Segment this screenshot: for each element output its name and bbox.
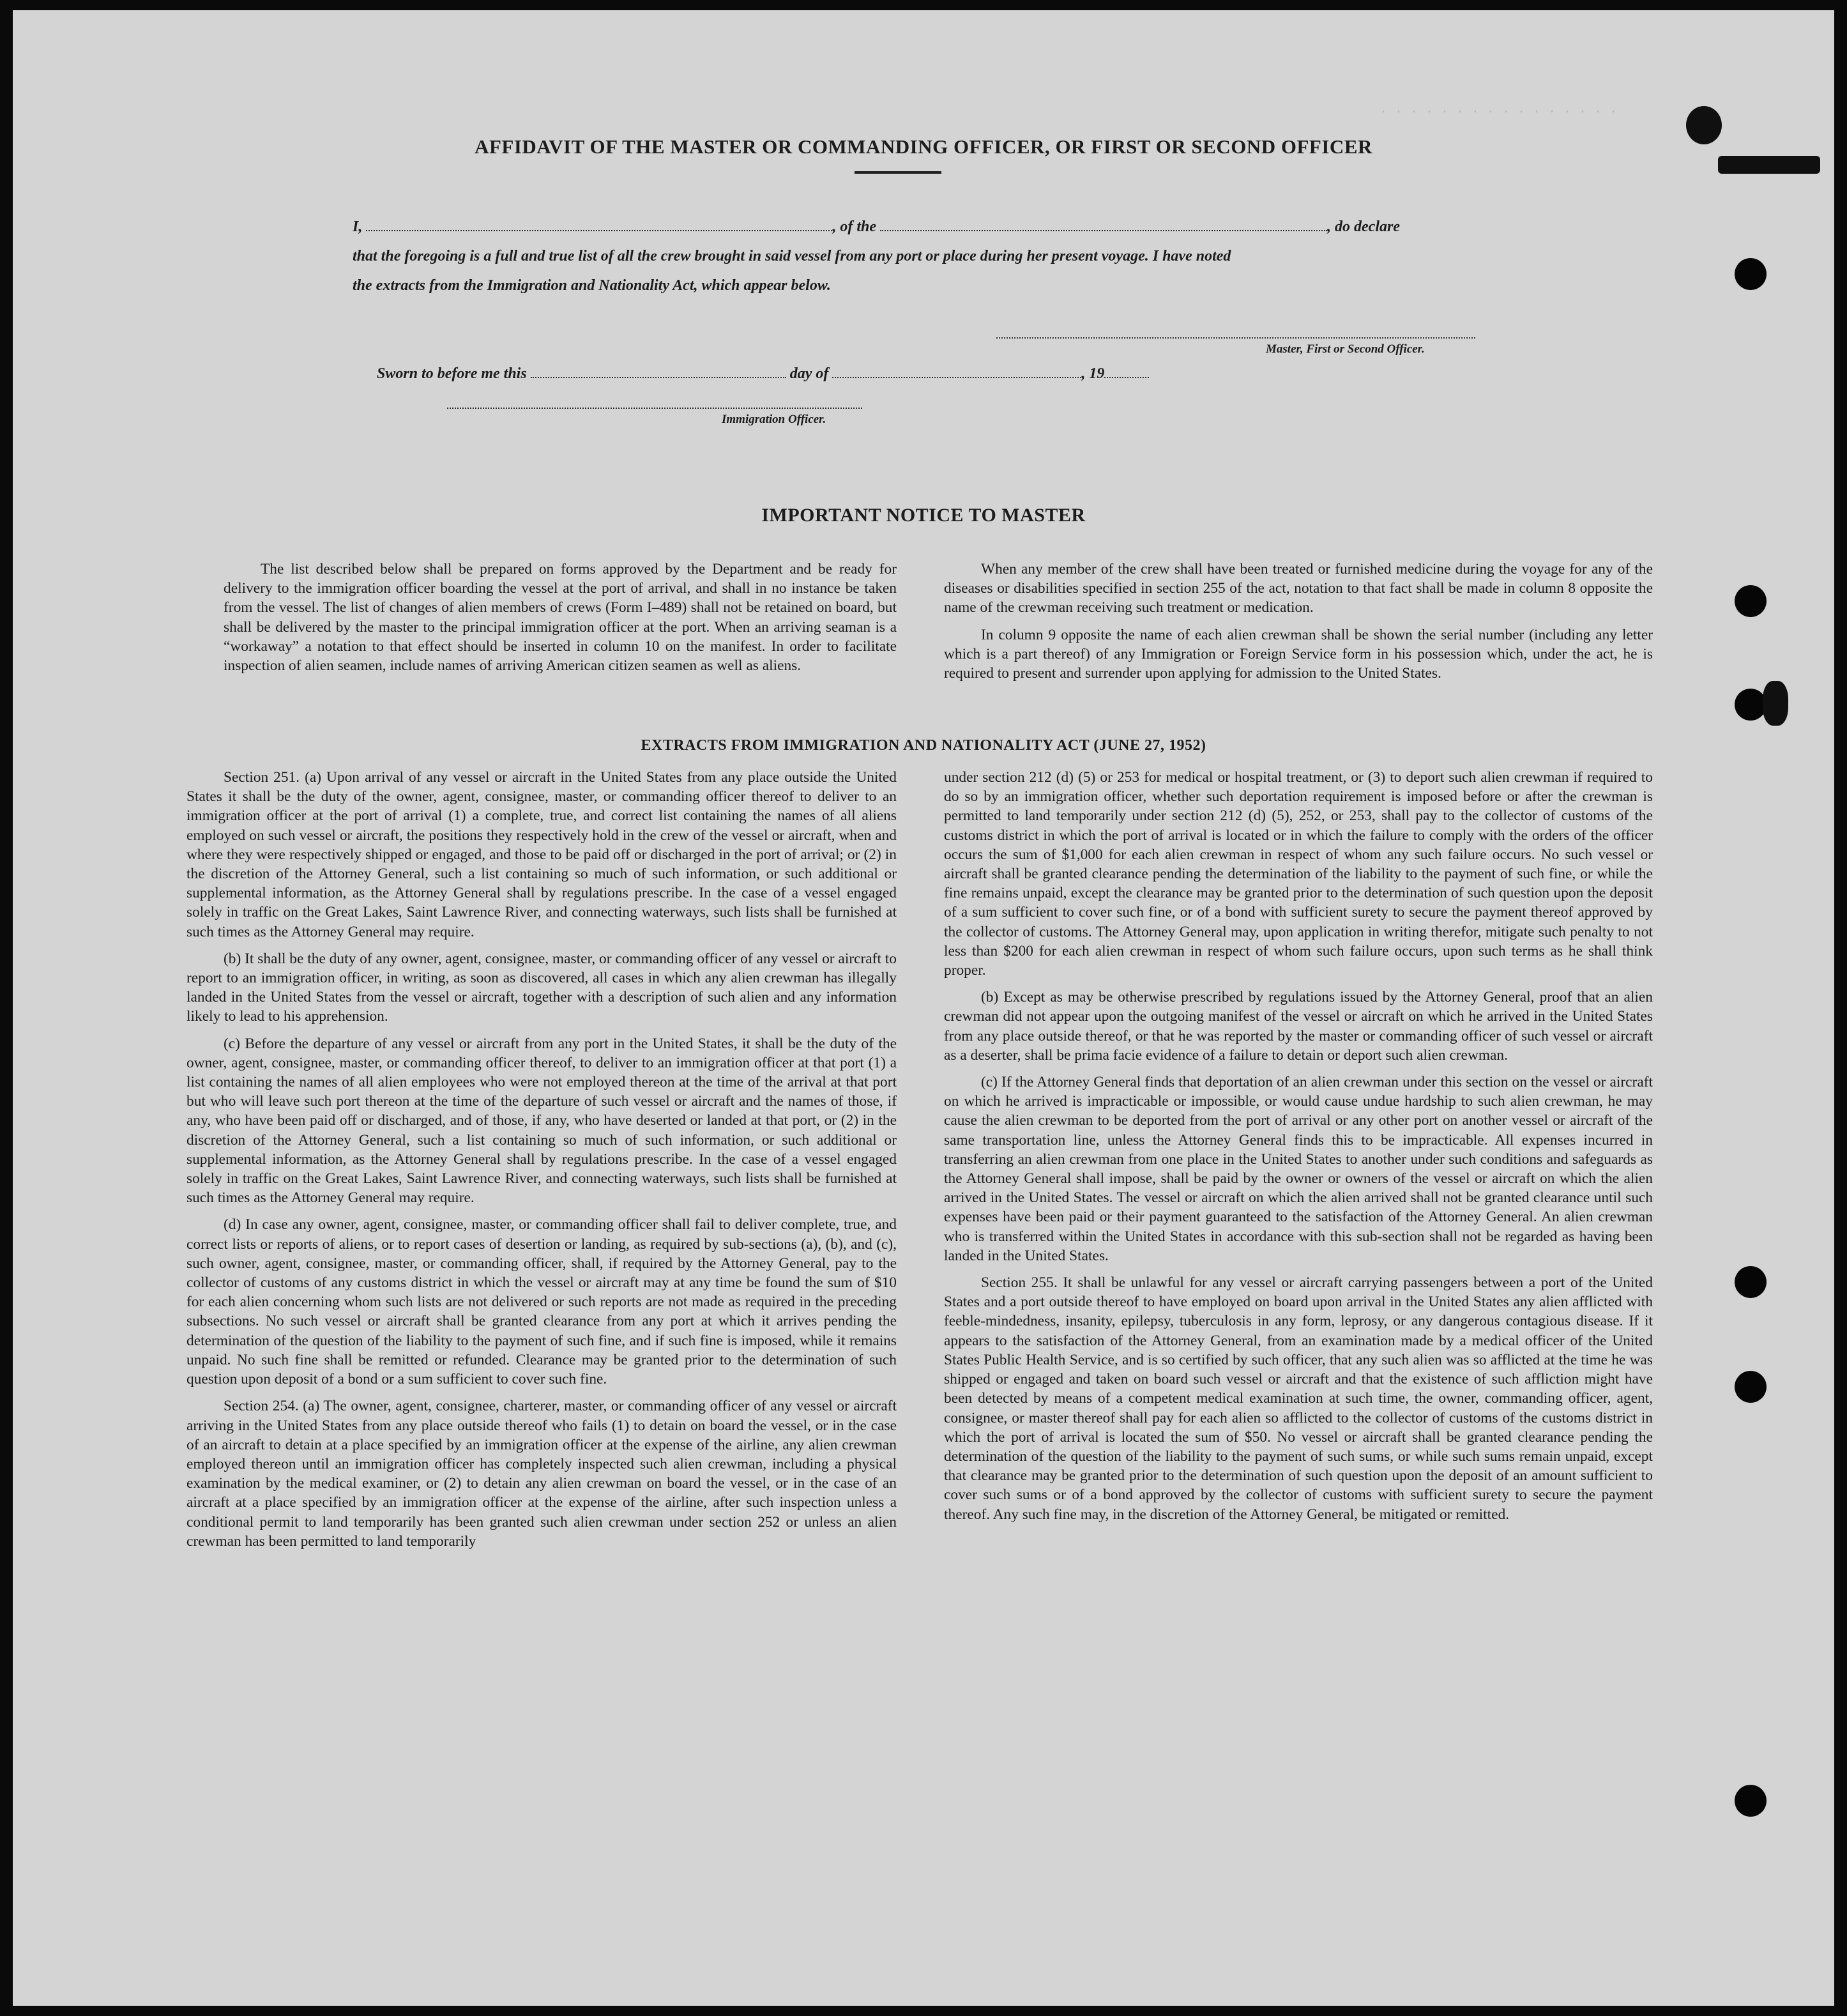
notice-paragraph: The list described below shall be prepared on forms approved by the Department and be ready for delivery to the immigration officer boarding the vessel at the port of arrival, and shall in no instance be taken from the vessel. The list of changes of alien members of crews (Form I–489) shall not be retained on board, but shall be delivered by the master to the principal immigration officer at the port. When an arriving seaman is a “workaway” a notation to that effect should be inserted in column 10 on the manifest. In order to facilitate inspection of alien seamen, include names of arriving American citizen seamen as well as aliens.: [224, 561, 897, 675]
day-of-label: day of: [789, 365, 829, 382]
binder-hole: [1735, 1371, 1767, 1403]
extracts-title: EXTRACTS FROM IMMIGRATION AND NATIONALITY ACT (JUNE 27, 1952): [641, 737, 1206, 754]
extract-paragraph: (c) Before the departure of any vessel or aircraft from any port in the United States, it shall be the duty of the owner, agent, consignee, master, or commanding officer thereof, to deliver to an immigration officer at that port (1) a list containing the names of all alien employees who were not employed thereon at the time of the arrival at that port but who will leave such port thereon at the time of the departure of such vessel or aircraft and the names of those, if any, who have been paid off or discharged, and of those, if any, who have deserted or landed at that port, or (2) in the discretion of the Attorney General, such a list containing so much of such information, or such additional or supplemental information, as the Attorney General shall by regulations prescribe. In the case of a vessel engaged solely in traffic on the Great Lakes, Saint Lawrence River, and connecting waterways, such lists shall be furnished at such times as the Attorney General may require.: [186, 1035, 897, 1207]
extract-paragraph: (c) If the Attorney General finds that deportation of an alien crewman under this section on the vessel or aircraft on which he arrived is impracticable or impossible, or would cause undue hardship to such alien crewman, he may cause the alien crewman to be deported from the port of arrival or any other port on another vessel or aircraft of the same transportation line, unless the Attorney General finds this to be impracticable. All expenses incurred in transferring an alien crewman from one place in the United States to another under such conditions and safeguards as the Attorney General shall impose, shall be paid by the owner or owners of the vessel or aircraft on which the alien arrived in the United States. The vessel or aircraft on which the alien arrived shall not be granted clearance until such expenses have been paid or their payment guaranteed to the satisfaction of the Attorney General. An alien crewman who is transferred within the United States in accordance with this sub-section shall not be regarded as having been landed in the United States.: [944, 1074, 1653, 1264]
sworn-year-blank[interactable]: [1104, 364, 1149, 378]
master-signature-line[interactable]: [996, 336, 1475, 339]
notice-paragraph: When any member of the crew shall have been treated or furnished medicine during the voyage for any of the diseases or disabilities specified in section 255 of the act, notation to that fact shall be made in column 8 opposite the name of the crewman receiving such treatment or medication.: [944, 561, 1653, 616]
declaration-line-1: [353, 212, 1507, 241]
sworn-day-blank[interactable]: [531, 364, 786, 378]
ink-stain: [1686, 106, 1722, 144]
document-page: [13, 10, 1834, 2006]
officer-signature-label: Immigration Officer.: [722, 413, 826, 426]
declaration-i: I,: [353, 218, 363, 235]
ink-stain: [1763, 681, 1788, 726]
affidavit-title: AFFIDAVIT OF THE MASTER OR COMMANDING OFFICER, OR FIRST OR SECOND OFFICER: [475, 135, 1372, 158]
notice-left-column: [224, 560, 897, 683]
declaration-line-2: that the foregoing is a full and true list of all the crew brought in said vessel from any port or place during her present voyage. I have noted: [353, 248, 1231, 264]
title-divider: [855, 171, 941, 174]
notice-title: IMPORTANT NOTICE TO MASTER: [761, 505, 1086, 526]
extract-paragraph: Section 251. (a) Upon arrival of any vessel or aircraft in the United States from any place outside the United States it shall be the duty of the owner, agent, consignee, master, or commanding officer thereof to deliver to an immigration officer at the port of arrival (1) a complete, true, and correct list containing the names of all aliens employed on such vessel or aircraft, the positions they respectively hold in the crew of the vessel or aircraft, when and where they were respectively shipped or engaged, and those to be paid off or discharged in the port of arrival; or (2) in the discretion of the Attorney General, such a list containing so much of such information, or such additional or supplemental information, as the Attorney General shall by regulations prescribe. In the case of a vessel engaged solely in traffic on the Great Lakes, Saint Lawrence River, and connecting waterways, such lists shall be furnished at such times as the Attorney General may require.: [186, 769, 897, 940]
binder-hole: [1735, 1785, 1767, 1817]
extract-paragraph: (b) It shall be the duty of any owner, agent, consignee, master, or commanding officer of any vessel or aircraft to report to an immigration officer, in writing, as soon as discovered, all cases in which any alien crewman has illegally landed in the United States from the vessel or aircraft, together with a description of such alien and any information likely to lead to his apprehension.: [186, 950, 897, 1025]
bleed-through-text: · · · · · · · · · · · · · · · ·: [1380, 105, 1618, 119]
sworn-month-blank[interactable]: [832, 364, 1081, 378]
officer-signature-line[interactable]: [447, 406, 862, 409]
extract-paragraph: Section 254. (a) The owner, agent, consignee, charterer, master, or commanding officer of any vessel or aircraft arriving in the United States from any place outside thereof who fails (1) to detain on board the vessel, or in the case of an aircraft to detain at a place specified by an immigration officer at the expense of the airline, any alien crewman employed thereon until an immigration officer has completely inspected such alien crewman, including a physical examination by the medical examiner, or (2) to detain any alien crewman on board the vessel, or in the case of an aircraft at a place specified by an immigration officer at the expense of the airline, after such inspection unless a conditional permit to land temporarily has been granted such alien crewman under section 252 or unless an alien crewman has been permitted to land temporarily: [186, 1398, 897, 1550]
name-blank[interactable]: [366, 217, 832, 231]
extract-paragraph: under section 212 (d) (5) or 253 for medical or hospital treatment, or (3) to deport such alien crewman if required to do so by an immigration officer, whether such deportation requirement is imposed before or after the crewman is permitted to land temporarily under section 212 (d) (5), 252, or 253, shall pay to the collector of customs of the customs district in which the port of arrival is located or in which the failure to comply with the orders of the officer occurs the sum of $1,000 for each alien crewman in respect of whom any such failure occurs. No such vessel or aircraft shall be granted clearance pending the determination of the liability to the payment of such fine, or while the fine remains unpaid, except the clearance may be granted prior to the determination of such question upon the deposit of a sum sufficient to cover such fine, or of a bond with sufficient surety to secure the payment thereof approved by the collector of customs. The Attorney General may, upon application in writing therefor, mitigate such penalty to not less than $200 for each alien crewman in respect of whom such failure occurs, upon such terms as he shall think proper.: [944, 769, 1653, 979]
notice-paragraph: In column 9 opposite the name of each alien crewman shall be shown the serial number (including any letter which is a part thereof) of any Immigration or Foreign Service form in his possession which, under the act, he is required to present and surrender upon applying for admission to the United States.: [944, 626, 1653, 682]
extract-paragraph: (b) Except as may be otherwise prescribed by regulations issued by the Attorney General, proof that an alien crewman did not appear upon the outgoing manifest of the vessel or aircraft on which he arrived in the United States from any place outside thereof, or that he was reported by the master or commanding officer of such vessel or aircraft as a deserter, shall be prima facie evidence of a failure to detain or deport such alien crewman.: [944, 989, 1653, 1064]
extract-paragraph: (d) In case any owner, agent, consignee, master, or commanding officer shall fail to deliver complete, true, and correct lists or reports of aliens, or to report cases of desertion or landing, as required by sub-sections (a), (b), and (c), such owner, agent, consignee, master, or commanding officer, shall, if required by the Attorney General, pay to the collector of customs of any customs district in which the vessel or aircraft may at any time be found the sum of $10 for each alien concerning whom such lists are not delivered or such reports are not made as required in the preceding subsections. No such vessel or aircraft shall be granted clearance from any port at which it arrives pending the determination of the question of the liability to the payment of such fine, and if such fine is imposed, while it remains unpaid. No such fine shall be remitted or refunded. Clearance may be granted prior to the determination of such question upon deposit of a bond or a sum sufficient to cover such fine.: [186, 1216, 897, 1388]
binder-hole: [1735, 585, 1767, 617]
sworn-line: [377, 359, 1532, 388]
extracts-left-column: [186, 768, 897, 1559]
notice-right-column: [944, 560, 1653, 691]
extracts-right-column: [944, 768, 1653, 1532]
binder-hole: [1735, 258, 1767, 290]
extract-paragraph: Section 255. It shall be unlawful for any vessel or aircraft carrying passengers between a port of the United States and a port outside thereof to have employed on board upon arrival in the United States any alien afflicted with feeble-mindedness, insanity, epilepsy, tuberculosis in any form, leprosy, or any dangerous contagious disease. If it appears to the satisfaction of the Attorney General, from an examination made by a medical officer of the United States Public Health Service, and is so certified by such officer, that any such alien was so afflicted at the time he was shipped or engaged and taken on board such vessel or aircraft and that the existence of such affliction might have been detected by means of a competent medical examination at such time, the owner, commanding officer, agent, consignee, or master thereof shall pay for each alien so afflicted to the collector of customs of the customs district in which the port of arrival is located the sum of $50. No vessel or aircraft shall be granted clearance pending the determination of the question of the liability to the payment of such sums, or while such sums remain unpaid, except that clearance may be granted prior to the determination of such question upon the deposit of an amount sufficient to cover such sums or of a bond approved by the collector of customs with sufficient surety to secure the payment thereof. Any such fine may, in the discretion of the Attorney General, be mitigated or remitted.: [944, 1274, 1653, 1523]
sworn-label: Sworn to before me this: [377, 365, 527, 382]
year-label: , 19: [1081, 365, 1105, 382]
binder-hole: [1735, 689, 1767, 721]
binder-hole: [1735, 1266, 1767, 1298]
declaration-of-the: , of the: [832, 218, 877, 235]
ink-stain: [1718, 156, 1820, 174]
declaration-line-3: the extracts from the Immigration and Nationality Act, which appear below.: [353, 277, 831, 294]
master-signature-label: Master, First or Second Officer.: [1266, 342, 1425, 356]
declaration-do-declare: , do declare: [1327, 218, 1400, 235]
vessel-blank[interactable]: [880, 217, 1327, 231]
